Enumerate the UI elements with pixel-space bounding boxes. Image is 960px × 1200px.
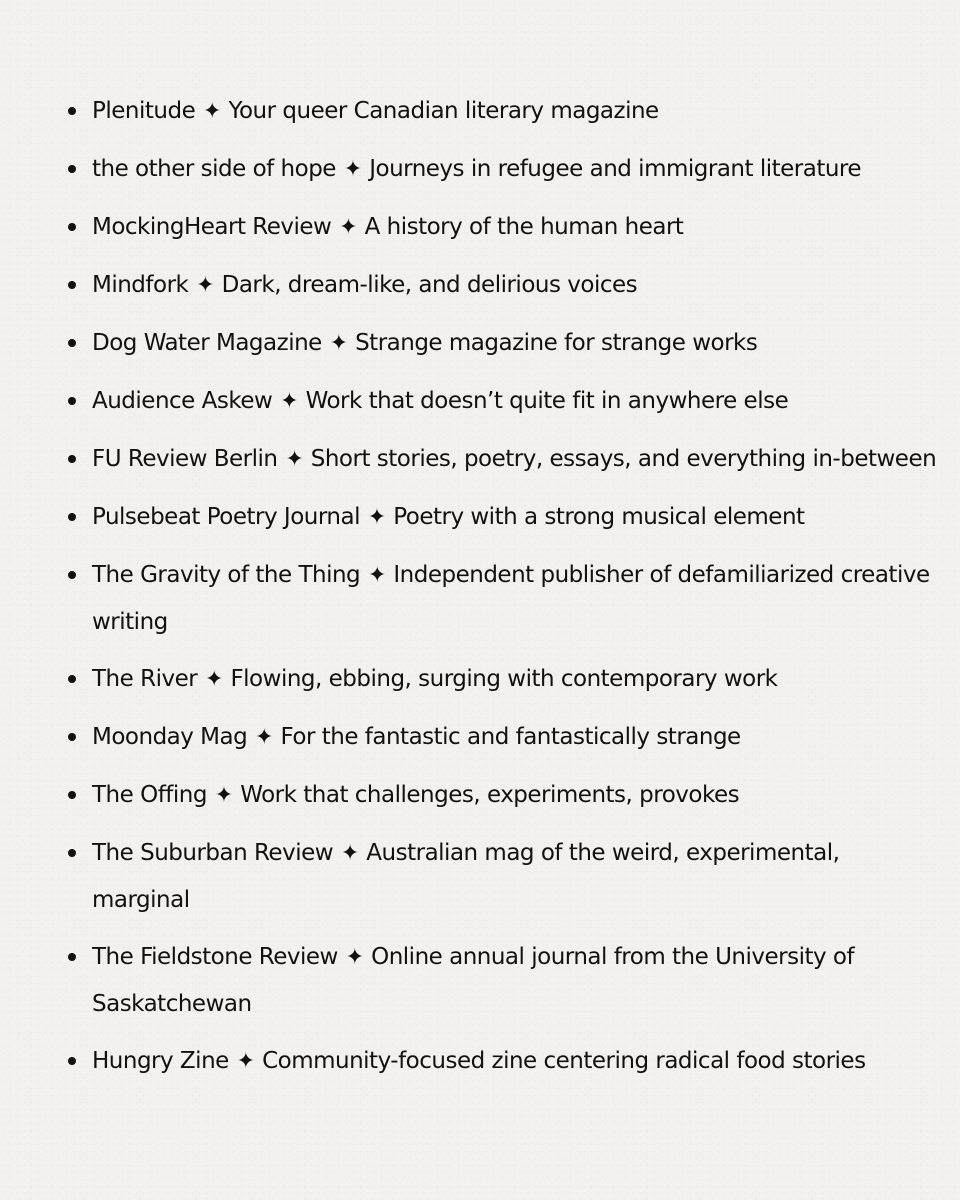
magazine-name: Dog Water Magazine [92,330,322,356]
bullet-icon [68,281,76,289]
sparkle-icon: ✦ [280,389,305,414]
magazine-description: A history of the human heart [364,214,684,240]
magazine-description: Strange magazine for strange works [355,330,758,356]
magazine-description: Short stories, poetry, essays, and everything in-between [310,446,937,472]
magazine-description: Independent publisher of defamiliarized creative writing [92,562,930,635]
magazine-name: Moonday Mag [92,724,248,750]
sparkle-icon: ✦ [236,1049,262,1074]
bullet-icon [68,397,76,405]
bullet-icon [68,675,76,683]
sparkle-icon: ✦ [214,783,240,808]
list-item [68,204,940,251]
bullet-icon [68,223,76,231]
sparkle-icon: ✦ [345,945,371,970]
list-item [68,146,940,193]
list-item [68,262,940,309]
magazine-description: Journeys in refugee and immigrant literature [369,156,862,182]
magazine-name: The Gravity of the Thing [92,562,361,588]
magazine-description: Work that doesn’t quite fit in anywhere else [305,388,789,414]
magazine-name: Mindfork [92,272,189,298]
magazine-name: The River [92,666,198,692]
list-item [68,1038,940,1085]
magazine-description: Australian mag of the weird, experimental, marginal [92,840,840,913]
bullet-icon [68,513,76,521]
magazine-name: the other side of hope [92,156,336,182]
bullet-icon [68,849,76,857]
bullet-icon [68,791,76,799]
magazine-description: Poetry with a strong musical element [393,504,805,530]
magazine-name: FU Review Berlin [92,446,278,472]
sparkle-icon: ✦ [255,725,280,750]
magazine-name: MockingHeart Review [92,214,332,240]
magazine-description: Your queer Canadian literary magazine [228,98,659,124]
bullet-icon [68,107,76,115]
bullet-icon [68,339,76,347]
magazine-description: Online annual journal from the University of Saskatchewan [92,944,855,1017]
bullet-icon [68,165,76,173]
list-item [68,714,940,761]
magazine-name: Plenitude [92,98,196,124]
sparkle-icon: ✦ [367,563,393,588]
magazine-name: The Fieldstone Review [92,944,338,970]
magazine-description: Flowing, ebbing, surging with contemporary work [230,666,778,692]
sparkle-icon: ✦ [196,273,221,298]
list-item [68,656,940,703]
list-item [68,830,940,923]
sparkle-icon: ✦ [339,215,364,240]
sparkle-icon: ✦ [329,331,355,356]
magazine-description: Work that challenges, experiments, provokes [240,782,740,808]
list-item [68,378,940,425]
magazine-name: Pulsebeat Poetry Journal [92,504,360,530]
list-item [68,552,940,645]
list-item [68,320,940,367]
sparkle-icon: ✦ [340,841,366,866]
magazine-description: For the fantastic and fantastically strange [280,724,741,750]
list-item [68,494,940,541]
sparkle-icon: ✦ [367,505,393,530]
sparkle-icon: ✦ [203,99,228,124]
sparkle-icon: ✦ [205,667,230,692]
list-item [68,772,940,819]
sparkle-icon: ✦ [285,447,310,472]
magazine-name: The Offing [92,782,207,808]
magazine-description: Dark, dream-like, and delirious voices [221,272,638,298]
magazine-description: Community-focused zine centering radical food stories [262,1048,866,1074]
list-item [68,88,940,135]
magazine-name: Audience Askew [92,388,273,414]
magazine-name: The Suburban Review [92,840,334,866]
list-item [68,934,940,1027]
bullet-icon [68,733,76,741]
magazine-list [68,88,940,1096]
sparkle-icon: ✦ [343,157,369,182]
bullet-icon [68,455,76,463]
bullet-icon [68,953,76,961]
bullet-icon [68,1057,76,1065]
magazine-name: Hungry Zine [92,1048,229,1074]
bullet-icon [68,571,76,579]
list-item [68,436,940,483]
